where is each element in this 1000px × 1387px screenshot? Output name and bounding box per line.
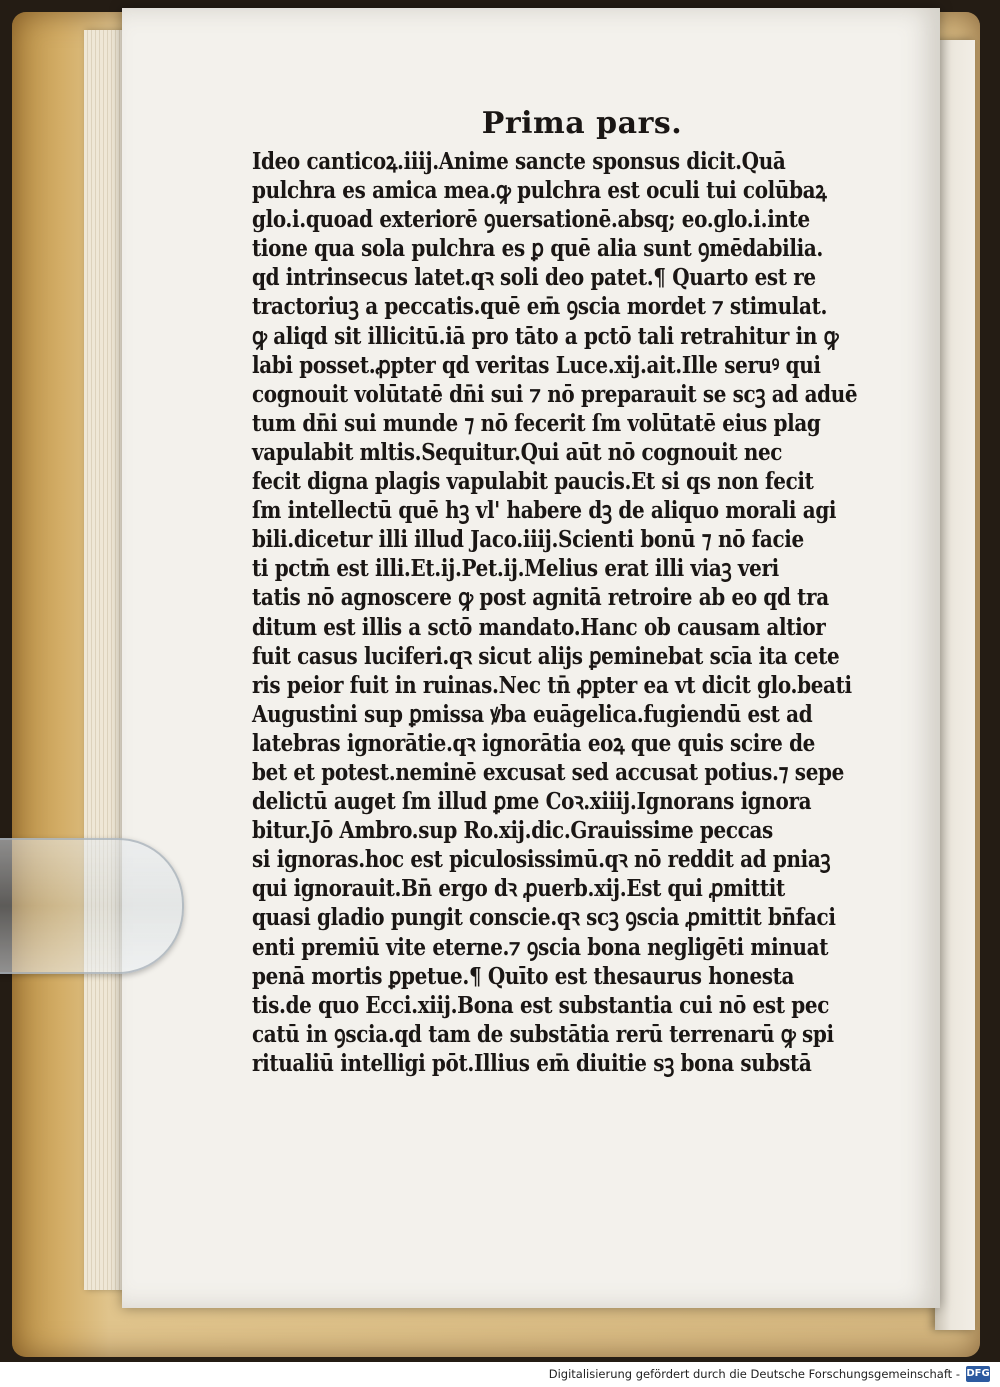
text-line: qui ignorauit.Bn̄ ergo dꝛ ꝓuerb.xij.Est qui ꝓmittit [252, 875, 785, 903]
text-line: vapulabit mltis.Sequitur.Qui aūt nō cognouit nec [252, 438, 783, 466]
text-line: ritualiū intelligi pōt.Illius em̄ diuitie sꝫ bona substā [252, 1049, 812, 1077]
text-line: quasi gladio pungit conscie.qꝛ scꝫ ꝯscia ꝓmittit bn̄faci [252, 904, 836, 932]
text-line: bet et potest.neminē excusat sed accusat potius.⁊ sepe [252, 758, 844, 786]
text-line: delictū auget ſm illud ꝑme Coꝛ.xiiij.Ignorans ignora [252, 788, 812, 816]
glass-page-holder [0, 838, 184, 974]
text-line: qd intrinsecus latet.qꝛ soli deo patet.¶ Quarto est re [252, 264, 816, 292]
text-line: labi posset.ꝓpter qd veritas Luce.xij.ait.Ille seruꝰ qui [252, 351, 821, 379]
running-head: Prima pars. [481, 106, 683, 141]
text-line: tractoriuꝫ a peccatis.quē em̄ ꝯscia mordet ⁊ stimulat. [252, 293, 828, 321]
text-block [252, 106, 872, 1078]
text-line: bili.dicetur illi illud Jaco.iiij.Scienti bonū ⁊ nō facie [252, 526, 804, 554]
text-line: fuit casus luciferi.qꝛ sicut alijs ꝑeminebat scīa ita cete [252, 642, 840, 670]
text-line: ſm intellectū quē hꝫ vl' habere dꝫ de aliquo morali agi [252, 497, 837, 525]
text-line: cognouit volūtatē dn̄i sui ⁊ nō preparauit se scꝫ ad aduē [252, 380, 858, 408]
text-line: bitur.Jō Ambro.sup Ro.xij.dic.Grauissime peccas [252, 817, 773, 845]
text-line: latebras ignorātie.qꝛ ignorātia eoꝝ que quis scire de [252, 729, 816, 757]
facing-page [935, 40, 975, 1330]
text-line: tatis nō agnoscere ꝙ post agnitā retroire ab eo qd tra [252, 584, 829, 612]
text-line: glo.i.quoad exteriorē ꝯuersationē.absq; eo.glo.i.inte [252, 206, 810, 234]
text-line: fecit digna plagis vapulabit paucis.Et si qs non fecit [252, 468, 814, 496]
text-line: tum dn̄i sui munde ⁊ nō fecerit ſm volūtatē eius plag [252, 409, 821, 437]
text-line: ꝙ aliqd sit illicitū.iā pro tāto a pctō tali retrahitur in ꝙ [252, 322, 839, 350]
text-line: Ideo canticoꝝ.iiij.Anime sancte sponsus dicit.Quā [252, 148, 786, 175]
funding-credit: Digitalisierung gefördert durch die Deutsche Forschungsgemeinschaft - [548, 1367, 960, 1381]
dfg-logo: DFG [966, 1366, 990, 1382]
book-page [122, 8, 940, 1308]
text-line: si ignoras.hoc est piculosissimū.qꝛ nō reddit ad pniaꝫ [252, 846, 831, 874]
text-line: Augustini sup ꝑmissa ꝟba euāgelica.fugiendū est ad [252, 700, 813, 728]
text-line: penā mortis ꝑpetue.¶ Quīto est thesaurus honesta [252, 962, 795, 990]
footer-bar [0, 1362, 1000, 1387]
text-line: enti premiū vite eterne.⁊ ꝯscia bona negligēti minuat [252, 933, 829, 961]
text-line: pulchra es amica mea.ꝙ pulchra est oculi tui colūbaꝝ [252, 177, 827, 205]
text-line: tione qua sola pulchra es ꝑ quē alia sunt ꝯmēdabilia. [252, 235, 824, 263]
text-line: catū in ꝯscia.qd tam de substātia rerū terrenarū ꝙ spi [252, 1020, 834, 1048]
text-line: ti pctm̄ est illi.Et.ij.Pet.ij.Melius erat illi viaꝫ veri [252, 555, 779, 583]
text-lines [252, 147, 872, 1078]
text-line: ris peior fuit in ruinas.Nec tn̄ ꝓpter ea vt dicit glo.beati [252, 671, 852, 699]
text-line: ditum est illis a sctō mandato.Hanc ob causam altior [252, 613, 826, 641]
text-line: tis.de quo Ecci.xiij.Bona est substantia cui nō est pec [252, 991, 829, 1019]
